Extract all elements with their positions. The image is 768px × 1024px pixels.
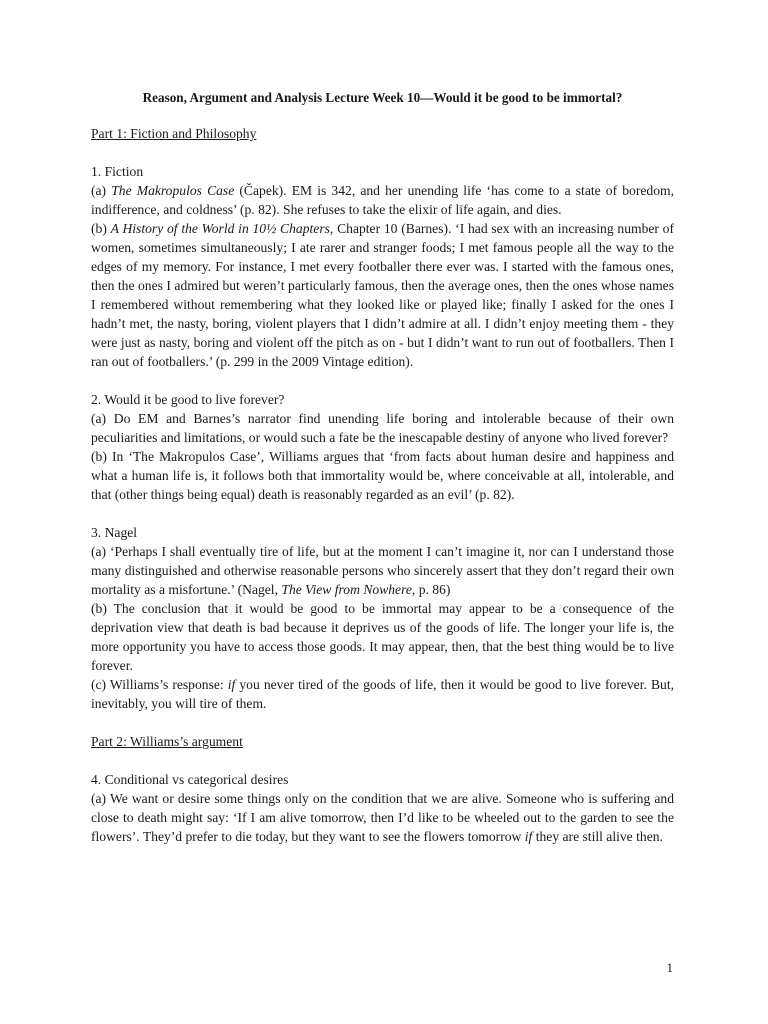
paragraph-3c xyxy=(91,675,674,713)
para-prefix: (b) xyxy=(91,221,111,236)
book-title: The Makropulos Case xyxy=(111,183,235,198)
paragraph-2b: (b) In ‘The Makropulos Case’, Williams argues that ‘from facts about human desire and happiness and what a human life is, it follows both that immortality would be, where conceivable at all, intolerable, and that (other things being equal) death is reasonably regarded as an evil’ (p. 82). xyxy=(91,449,674,502)
emphasis: if xyxy=(227,677,236,692)
paragraph-2a: (a) Do EM and Barnes’s narrator find unending life boring and intolerable because of their own peculiarities and limitations, or would such a fate be the inescapable destiny of anyone who lived forever? xyxy=(91,411,674,445)
book-title: A History of the World in 10½ Chapters xyxy=(110,221,330,236)
paragraph-3b: (b) The conclusion that it would be good to be immortal may appear to be a consequence of the deprivation view that death is bad because it deprives us of the goods of life. The longer your life is, the more opportunity you have to access those goods. It may appear, then, that the best thing would be to live forever. xyxy=(91,601,674,673)
section-heading: 2. Would it be good to live forever? xyxy=(91,392,285,407)
section-nagel xyxy=(91,523,674,713)
document-title: Reason, Argument and Analysis Lecture Week 10—Would it be good to be immortal? xyxy=(142,90,623,105)
paragraph-4a xyxy=(91,789,674,846)
section-live-forever xyxy=(91,390,674,504)
para-text: , Chapter 10 (Barnes). ‘I had sex with an increasing number of women, sometimes simultaneously; I ate rarer and stranger foods; I met famous people all the way to the edges of my memory. For instance, I met every footballer there ever was. I started with the famous ones, then the ones I admired but weren’t particularly famous, then the average ones, then the ones whose names I remembered without remembering what they looked like or played like; finally I asked for the ones I hadn’t met, the nasty, boring, violent players that I didn’t admire at all. I didn’t enjoy meeting them - they were just as nasty, boring and violent off the pitch as on - but I didn’t want to run out of footballers. Then I ran out of footballers.’ (p. 299 in the 2009 Vintage edition). xyxy=(91,221,675,369)
para-text: you never tired of the goods of life, then it would be good to live forever. But, inevitably, you will tire of them. xyxy=(91,677,674,711)
page-number: 1 xyxy=(666,960,673,975)
paragraph-1a xyxy=(91,181,674,219)
section-heading: 3. Nagel xyxy=(91,525,138,540)
section-fiction xyxy=(91,162,674,371)
section-heading: 1. Fiction xyxy=(91,164,144,179)
emphasis: if xyxy=(524,829,533,844)
para-text: they are still alive then. xyxy=(532,829,663,844)
para-text: (c) Williams’s response: xyxy=(91,677,228,692)
paragraph-1b xyxy=(91,219,674,371)
para-text: , p. 86) xyxy=(411,582,451,597)
part1-heading: Part 1: Fiction and Philosophy xyxy=(91,126,257,141)
para-text: (a) We want or desire some things only on the condition that we are alive. Someone who is suffering and close to death might say: ‘If I am alive tomorrow, then I’d like to be wheeled out to the garden to see the flowers’. They’d prefer to die today, but they want to see the flowers tomorrow xyxy=(91,791,674,844)
document-body xyxy=(91,124,674,865)
para-text: (a) ‘Perhaps I shall eventually tire of life, but at the moment I can’t imagine it, nor can I understand those many distinguished and otherwise reasonable persons who sincerely assert that they don’t regard their own mortality as a misfortune.’ (Nagel, xyxy=(91,544,674,597)
part2-heading: Part 2: Williams’s argument xyxy=(91,734,243,749)
para-prefix: (a) xyxy=(91,183,112,198)
book-title: The View from Nowhere xyxy=(281,582,412,597)
section-desires xyxy=(91,770,674,846)
section-heading: 4. Conditional vs categorical desires xyxy=(91,772,289,787)
para-text: (Čapek). EM is 342, and her unending life ‘has come to a state of boredom, indifference, and coldness’ (p. 82). She refuses to take the elixir of life again, and dies. xyxy=(91,183,674,217)
paragraph-3a xyxy=(91,542,674,599)
